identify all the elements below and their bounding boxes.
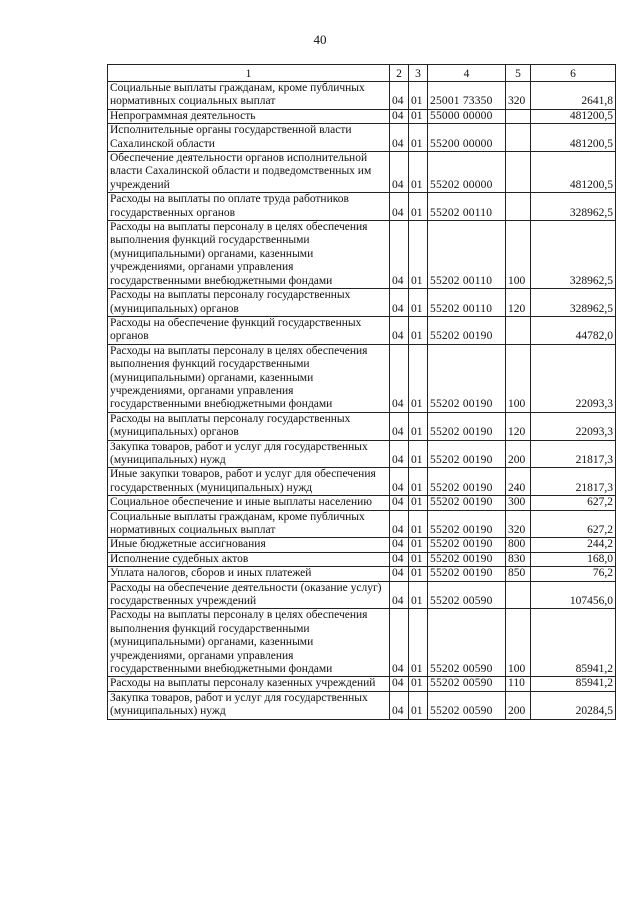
row-target-code-cell: 25001 73350	[428, 82, 506, 110]
row-subsection-cell: 01	[409, 567, 428, 581]
row-subsection-cell: 01	[409, 609, 428, 677]
row-name-cell: Уплата налогов, сборов и иных платежей	[108, 567, 390, 581]
row-target-code-cell: 55202 00190	[428, 316, 506, 344]
row-section-cell: 04	[390, 510, 409, 538]
row-expense-type-cell	[506, 124, 531, 152]
row-amount-cell: 85941,2	[531, 677, 616, 691]
row-expense-type-cell: 240	[506, 468, 531, 496]
row-subsection-cell: 01	[409, 677, 428, 691]
budget-table	[107, 64, 616, 720]
row-name-cell: Исполнение судебных актов	[108, 552, 390, 566]
row-section-cell: 04	[390, 552, 409, 566]
row-subsection-cell: 01	[409, 109, 428, 123]
row-amount-cell: 85941,2	[531, 609, 616, 677]
row-expense-type-cell: 320	[506, 510, 531, 538]
table-row	[108, 581, 616, 609]
row-subsection-cell: 01	[409, 124, 428, 152]
row-target-code-cell: 55202 00190	[428, 344, 506, 412]
table-row	[108, 567, 616, 581]
row-expense-type-cell	[506, 193, 531, 221]
header-col-amount: 6	[531, 65, 616, 82]
row-expense-type-cell: 100	[506, 344, 531, 412]
row-target-code-cell: 55202 00110	[428, 289, 506, 317]
row-amount-cell: 20284,5	[531, 691, 616, 719]
row-amount-cell: 22093,3	[531, 344, 616, 412]
row-section-cell: 04	[390, 567, 409, 581]
row-section-cell: 04	[390, 468, 409, 496]
row-name-cell: Социальные выплаты гражданам, кроме публичных нормативных социальных выплат	[108, 82, 390, 110]
row-name-cell: Закупка товаров, работ и услуг для государственных (муниципальных) нужд	[108, 691, 390, 719]
header-col-target-code: 4	[428, 65, 506, 82]
table-row	[108, 440, 616, 468]
row-target-code-cell: 55202 00590	[428, 581, 506, 609]
table-row	[108, 677, 616, 691]
row-amount-cell: 627,2	[531, 510, 616, 538]
row-expense-type-cell: 120	[506, 412, 531, 440]
row-amount-cell: 168,0	[531, 552, 616, 566]
row-amount-cell: 627,2	[531, 496, 616, 510]
table-row	[108, 344, 616, 412]
row-section-cell: 04	[390, 316, 409, 344]
row-expense-type-cell	[506, 581, 531, 609]
row-name-cell: Расходы на выплаты персоналу в целях обеспечения выполнения функций государственными (муниципальными) органами, казенными учреждениями, органами управления государственными внебюджетными фондами	[108, 221, 390, 289]
table-row	[108, 289, 616, 317]
row-amount-cell: 21817,3	[531, 468, 616, 496]
row-name-cell: Расходы на выплаты персоналу в целях обеспечения выполнения функций государственными (муниципальными) органами, казенными учреждениями, органами управления государственными внебюджетными фондами	[108, 344, 390, 412]
row-section-cell: 04	[390, 221, 409, 289]
row-section-cell: 04	[390, 124, 409, 152]
row-expense-type-cell: 320	[506, 82, 531, 110]
row-target-code-cell: 55202 00190	[428, 538, 506, 552]
row-expense-type-cell: 100	[506, 221, 531, 289]
row-target-code-cell: 55202 00190	[428, 496, 506, 510]
header-col-name: 1	[108, 65, 390, 82]
row-target-code-cell: 55202 00190	[428, 468, 506, 496]
row-subsection-cell: 01	[409, 316, 428, 344]
row-target-code-cell: 55202 00110	[428, 193, 506, 221]
row-section-cell: 04	[390, 677, 409, 691]
row-name-cell: Расходы на выплаты персоналу государственных (муниципальных) органов	[108, 412, 390, 440]
row-amount-cell: 481200,5	[531, 109, 616, 123]
row-name-cell: Непрограммная деятельность	[108, 109, 390, 123]
row-expense-type-cell: 200	[506, 691, 531, 719]
table-row	[108, 412, 616, 440]
row-expense-type-cell: 830	[506, 552, 531, 566]
row-name-cell: Расходы на обеспечение деятельности (оказание услуг) государственных учреждений	[108, 581, 390, 609]
row-expense-type-cell: 120	[506, 289, 531, 317]
row-section-cell: 04	[390, 289, 409, 317]
row-section-cell: 04	[390, 538, 409, 552]
row-subsection-cell: 01	[409, 538, 428, 552]
row-name-cell: Расходы на выплаты по оплате труда работников государственных органов	[108, 193, 390, 221]
row-target-code-cell: 55202 00190	[428, 552, 506, 566]
table-row	[108, 552, 616, 566]
row-subsection-cell: 01	[409, 193, 428, 221]
row-expense-type-cell: 200	[506, 440, 531, 468]
row-amount-cell: 21817,3	[531, 440, 616, 468]
row-target-code-cell: 55202 00110	[428, 221, 506, 289]
row-target-code-cell: 55202 00190	[428, 440, 506, 468]
row-section-cell: 04	[390, 82, 409, 110]
row-subsection-cell: 01	[409, 344, 428, 412]
table-row	[108, 109, 616, 123]
row-section-cell: 04	[390, 581, 409, 609]
table-row	[108, 609, 616, 677]
row-amount-cell: 328962,5	[531, 289, 616, 317]
row-amount-cell: 481200,5	[531, 124, 616, 152]
table-row	[108, 510, 616, 538]
header-col-expense-type: 5	[506, 65, 531, 82]
table-row	[108, 468, 616, 496]
row-subsection-cell: 01	[409, 221, 428, 289]
row-expense-type-cell: 110	[506, 677, 531, 691]
row-name-cell: Закупка товаров, работ и услуг для государственных (муниципальных) нужд	[108, 440, 390, 468]
header-col-subsection: 3	[409, 65, 428, 82]
row-subsection-cell: 01	[409, 82, 428, 110]
row-subsection-cell: 01	[409, 468, 428, 496]
row-amount-cell: 107456,0	[531, 581, 616, 609]
row-subsection-cell: 01	[409, 691, 428, 719]
row-expense-type-cell: 850	[506, 567, 531, 581]
row-expense-type-cell: 100	[506, 609, 531, 677]
table-row	[108, 221, 616, 289]
row-section-cell: 04	[390, 152, 409, 193]
row-name-cell: Социальные выплаты гражданам, кроме публичных нормативных социальных выплат	[108, 510, 390, 538]
row-amount-cell: 22093,3	[531, 412, 616, 440]
row-section-cell: 04	[390, 412, 409, 440]
row-target-code-cell: 55202 00190	[428, 510, 506, 538]
row-amount-cell: 44782,0	[531, 316, 616, 344]
row-section-cell: 04	[390, 609, 409, 677]
table-row	[108, 538, 616, 552]
row-section-cell: 04	[390, 440, 409, 468]
header-row	[108, 65, 616, 82]
row-subsection-cell: 01	[409, 152, 428, 193]
row-expense-type-cell	[506, 109, 531, 123]
table-row	[108, 691, 616, 719]
header-col-section: 2	[390, 65, 409, 82]
row-amount-cell: 481200,5	[531, 152, 616, 193]
row-target-code-cell: 55202 00590	[428, 609, 506, 677]
row-name-cell: Иные бюджетные ассигнования	[108, 538, 390, 552]
row-section-cell: 04	[390, 344, 409, 412]
row-subsection-cell: 01	[409, 496, 428, 510]
table-row	[108, 152, 616, 193]
row-amount-cell: 328962,5	[531, 193, 616, 221]
table-row	[108, 82, 616, 110]
row-target-code-cell: 55202 00590	[428, 691, 506, 719]
row-target-code-cell: 55000 00000	[428, 109, 506, 123]
row-expense-type-cell	[506, 316, 531, 344]
row-target-code-cell: 55202 00000	[428, 152, 506, 193]
row-name-cell: Исполнительные органы государственной власти Сахалинской области	[108, 124, 390, 152]
row-section-cell: 04	[390, 193, 409, 221]
row-subsection-cell: 01	[409, 552, 428, 566]
row-amount-cell: 76,2	[531, 567, 616, 581]
row-name-cell: Социальное обеспечение и иные выплаты населению	[108, 496, 390, 510]
row-expense-type-cell: 300	[506, 496, 531, 510]
row-subsection-cell: 01	[409, 412, 428, 440]
row-section-cell: 04	[390, 109, 409, 123]
row-name-cell: Расходы на обеспечение функций государственных органов	[108, 316, 390, 344]
row-expense-type-cell: 800	[506, 538, 531, 552]
row-name-cell: Расходы на выплаты персоналу государственных (муниципальных) органов	[108, 289, 390, 317]
page-number: 40	[313, 32, 327, 47]
table-row	[108, 193, 616, 221]
table-row	[108, 496, 616, 510]
row-subsection-cell: 01	[409, 581, 428, 609]
row-name-cell: Расходы на выплаты персоналу казенных учреждений	[108, 677, 390, 691]
row-section-cell: 04	[390, 496, 409, 510]
row-target-code-cell: 55200 00000	[428, 124, 506, 152]
row-amount-cell: 244,2	[531, 538, 616, 552]
row-target-code-cell: 55202 00190	[428, 567, 506, 581]
row-amount-cell: 2641,8	[531, 82, 616, 110]
row-subsection-cell: 01	[409, 510, 428, 538]
row-target-code-cell: 55202 00590	[428, 677, 506, 691]
table-row	[108, 316, 616, 344]
row-section-cell: 04	[390, 691, 409, 719]
row-subsection-cell: 01	[409, 289, 428, 317]
row-target-code-cell: 55202 00190	[428, 412, 506, 440]
row-name-cell: Иные закупки товаров, работ и услуг для обеспечения государственных (муниципальных) нужд	[108, 468, 390, 496]
table-row	[108, 124, 616, 152]
row-name-cell: Расходы на выплаты персоналу в целях обеспечения выполнения функций государственными (муниципальными) органами, казенными учреждениями, органами управления государственными внебюджетными фондами	[108, 609, 390, 677]
row-expense-type-cell	[506, 152, 531, 193]
row-subsection-cell: 01	[409, 440, 428, 468]
row-amount-cell: 328962,5	[531, 221, 616, 289]
row-name-cell: Обеспечение деятельности органов исполнительной власти Сахалинской области и подведомственных им учреждений	[108, 152, 390, 193]
